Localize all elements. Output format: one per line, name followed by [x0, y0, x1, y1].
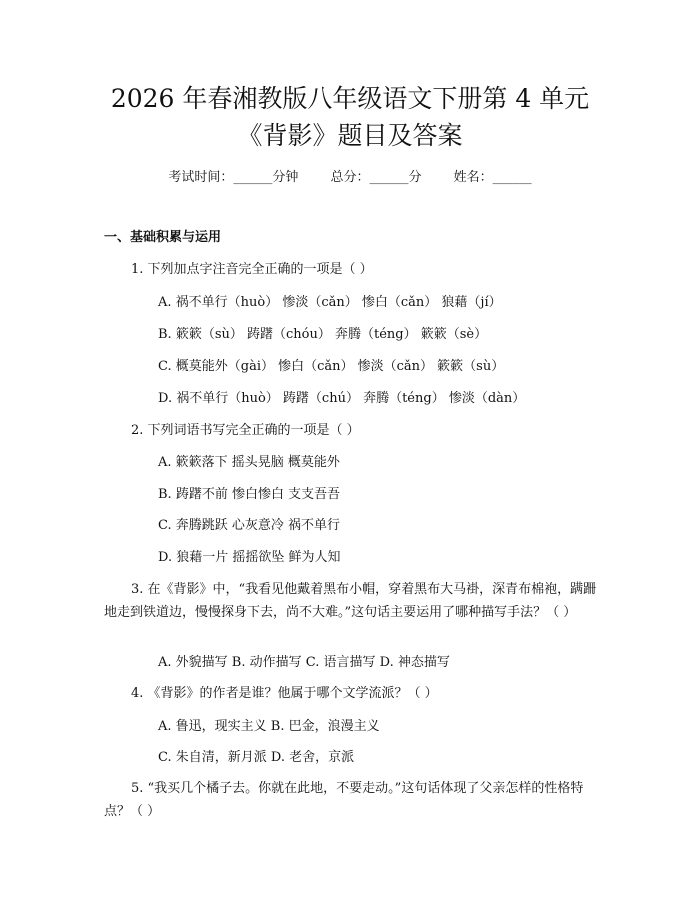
question-2-option-c: C. 奔腾跳跃 心灰意冷 祸不单行	[158, 518, 341, 533]
page-title-line1: 2026 年春湘教版八年级语文下册第 4 单元	[110, 84, 590, 113]
question-2-option-b: B. 踌躇不前 惨白惨白 支支吾吾	[158, 487, 341, 502]
question-2-option-d: D. 狼藉一片 摇摇欲坠 鲜为人知	[158, 550, 341, 565]
question-1-option-a: A. 祸不单行（huò） 惨淡（cǎn） 惨白（cǎn） 狼藉（jí）	[158, 295, 502, 310]
question-1-option-b: B. 簌簌（sù） 踌躇（chóu） 奔腾（téng） 簌簌（sè）	[158, 327, 488, 342]
question-3-stem: 3. 在《背影》中，“我看见他戴着黑布小帽，穿着黑布大马褂，深青布棉袍，蹒跚地走到铁道边，慢慢探身下去，尚不大难。”这句话主要运用了哪种描写手法？（ ）	[104, 582, 597, 620]
question-1-stem: 1. 下列加点字注音完全正确的一项是（ ）	[131, 262, 373, 277]
question-2-stem: 2. 下列词语书写完全正确的一项是（ ）	[131, 423, 360, 438]
exam-time: 考试时间：______分钟	[168, 170, 299, 185]
question-2-option-a: A. 簌簌落下 摇头晃脑 概莫能外	[158, 455, 340, 470]
question-4-option-ab: A. 鲁迅，现实主义 B. 巴金，浪漫主义	[158, 719, 380, 734]
question-1-option-d: D. 祸不单行（huò） 踌躇（chú） 奔腾（téng） 惨淡（dàn）	[158, 391, 526, 406]
exam-total-score: 总分：______分	[330, 170, 422, 185]
page-title-line2: 《背影》题目及答案	[237, 121, 463, 150]
exam-student-name: 姓名：______	[453, 170, 532, 185]
question-1-option-c: C. 概莫能外（gài） 惨白（cǎn） 惨淡（cǎn） 簌簌（sù）	[158, 359, 505, 374]
question-4-option-cd: C. 朱自清，新月派 D. 老舍，京派	[158, 750, 355, 765]
question-3-options: A. 外貌描写 B. 动作描写 C. 语言描写 D. 神态描写	[158, 655, 450, 670]
section-heading: 一、基础积累与运用	[104, 230, 222, 245]
question-5-stem: 5. “我买几个橘子去。你就在此地，不要走动。”这句话体现了父亲怎样的性格特点？（ ）	[104, 781, 584, 819]
exam-info	[0, 168, 700, 188]
question-4-stem: 4. 《背影》的作者是谁？他属于哪个文学流派？（ ）	[131, 686, 438, 701]
